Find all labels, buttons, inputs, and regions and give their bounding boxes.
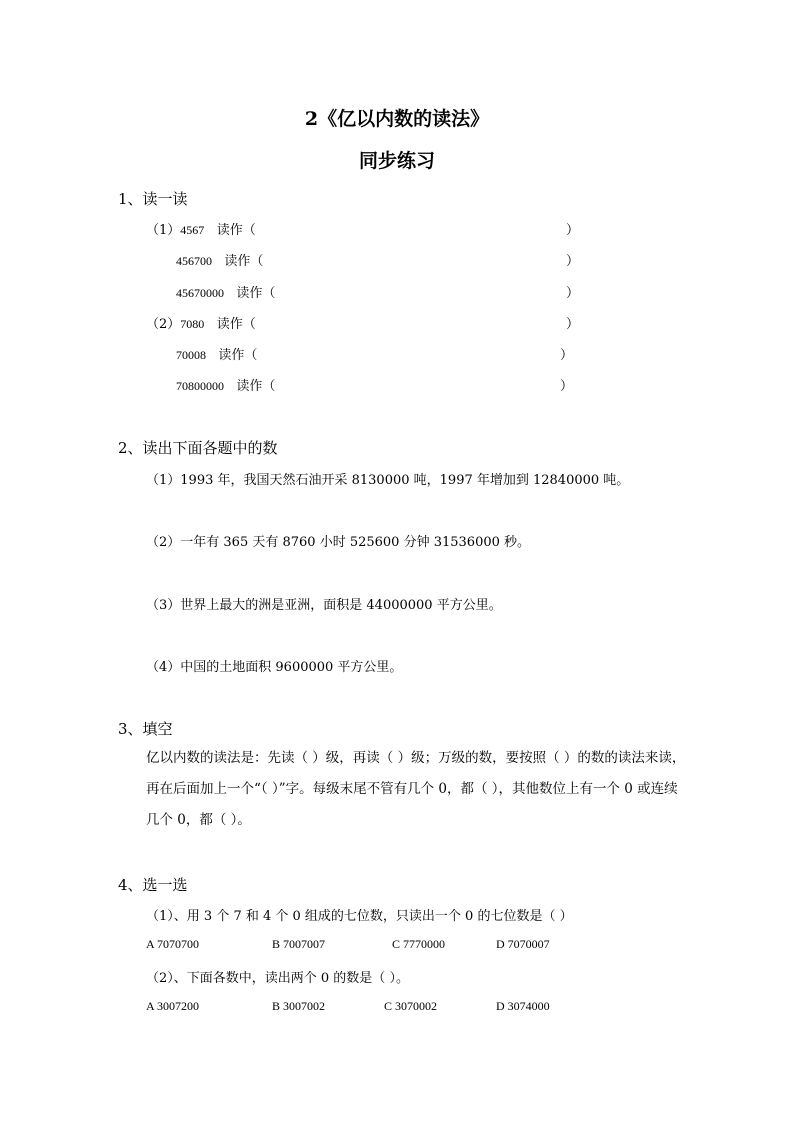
s1-row-3 [176, 282, 275, 301]
worksheet-title: 2《亿以内数的读法》 [304, 108, 490, 130]
fill-in-paragraph: 亿以内数的读法是：先读（ ）级，再读（ ）级；万级的数，要按照（ ）的数的读法来读，再在后面加上一个“（ ）”字。每级末尾不管有几个 0，都（ ），其他数位上有一个 0 或连续几个 0，都（ ）。 [146, 750, 686, 828]
read-as-label: 读作（ [224, 254, 264, 269]
s2-item-3: （3）世界上最大的洲是亚洲，面积是 44000000 平方公里。 [146, 598, 502, 613]
section-3-heading: 3、填空 [118, 720, 173, 738]
close-paren: ） [566, 254, 580, 269]
section-4-heading: 4、选一选 [118, 876, 188, 894]
s4-question-2: （2）、下面各数中，读出两个 0 的数是（ ）。 [146, 971, 409, 986]
s2-item-2: （2）一年有 365 天有 8760 小时 525600 分钟 31536000 秒。 [146, 535, 531, 550]
number: 70008 [176, 348, 206, 362]
s1-row-2 [176, 250, 263, 269]
number: 45670000 [176, 286, 224, 300]
close-paren: ） [560, 379, 574, 394]
q2-option-c: C 3070002 [384, 999, 438, 1013]
q1-option-d: D 7070007 [496, 937, 550, 951]
read-as-label: 读作（ [216, 223, 256, 238]
number: 70800000 [176, 379, 224, 393]
read-as-label: 读作（ [216, 317, 256, 332]
section-1-heading: 1、读一读 [118, 190, 188, 208]
s1-row-5 [176, 344, 257, 363]
number: 4567 [180, 223, 205, 237]
q1-option-c: C 7770000 [392, 937, 446, 951]
q1-option-b: B 7007007 [272, 937, 326, 951]
number: 456700 [176, 254, 212, 268]
close-paren: ） [566, 317, 580, 332]
s2-item-1: （1）1993 年，我国天然石油开采 8130000 吨，1997 年增加到 12840000 吨。 [146, 473, 630, 488]
q2-option-b: B 3007002 [272, 999, 326, 1013]
q2-option-a: A 3007200 [146, 999, 200, 1013]
q2-option-d: D 3074000 [496, 999, 550, 1013]
part-2-label: （2） [146, 317, 181, 332]
read-as-label: 读作（ [218, 348, 258, 363]
part-1-label: （1） [146, 223, 181, 238]
close-paren: ） [566, 223, 580, 238]
read-as-label: 读作（ [236, 379, 276, 394]
read-as-label: 读作（ [236, 286, 276, 301]
close-paren: ） [566, 286, 580, 301]
s1-row-1 [146, 219, 256, 238]
q1-option-a: A 7070700 [146, 937, 200, 951]
s1-row-4 [146, 313, 256, 332]
s2-item-4: （4）中国的土地面积 9600000 平方公里。 [146, 660, 403, 675]
s1-row-6 [176, 375, 275, 394]
worksheet-subtitle: 同步练习 [358, 150, 435, 172]
close-paren: ） [560, 348, 574, 363]
s4-question-1: （1）、用 3 个 7 和 4 个 0 组成的七位数，只读出一个 0 的七位数是（ ） [146, 909, 573, 924]
number: 7080 [180, 317, 205, 331]
section-2-heading: 2、读出下面各题中的数 [118, 439, 278, 457]
